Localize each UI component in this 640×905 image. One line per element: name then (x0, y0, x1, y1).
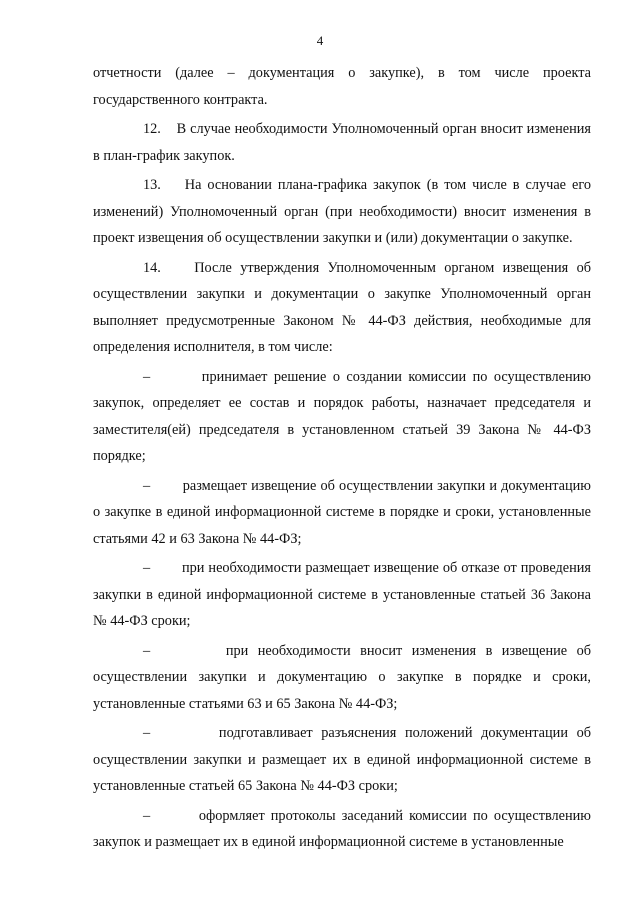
paragraph-item-13: 13. На основании плана-графика закупок (в том числе в случае его изменений) Уполномоченный орган (при необходимости) вносит изменения в проект извещения об осуществлении закупки и (или) документации о закупке. (93, 177, 591, 246)
page-number: 4 (316, 33, 324, 48)
list-item-protocols: – оформляет протоколы заседаний комиссии по осуществлению закупок и размещает их в единой информационной системе в установленные (93, 807, 591, 850)
list-item-amend-notice: – при необходимости вносит изменения в извещение об осуществлении закупки и документацию о закупке в порядке и сроки, установленные статьями 63 и 65 Закона № 44-ФЗ; (93, 642, 591, 712)
list-item-clarifications: – подготавливает разъяснения положений документации об осуществлении закупки и размещает их в единой информационной системе в установленные статьей 65 Закона № 44-ФЗ сроки; (93, 725, 591, 794)
list-item-cancel-notice: – при необходимости размещает извещение об отказе от проведения закупки в единой информационной системе в установленные статьей 36 Закона № 44-ФЗ сроки; (93, 560, 591, 629)
list-item-commission: – принимает решение о создании комиссии по осуществлению закупок, определяет ее состав и порядок работы, назначает председателя и заместителя(ей) председателя в установленном статьей 39 Закона № 44-ФЗ порядке; (93, 368, 591, 464)
document-body (93, 60, 591, 856)
paragraph-continuation: отчетности (далее – документация о закупке), в том числе проекта государственного контракта. (93, 65, 591, 108)
list-item-publish-notice: – размещает извещение об осуществлении закупки и документацию о закупке в единой информационной системе в порядке и сроки, установленные статьями 42 и 63 Закона № 44-ФЗ; (93, 477, 591, 547)
paragraph-item-14: 14. После утверждения Уполномоченным органом извещения об осуществлении закупки и документации о закупке Уполномоченный орган выполняет предусмотренные Законом № 44-ФЗ действия, необходимые для определения исполнителя, в том числе: (93, 259, 591, 355)
paragraph-item-12: 12. В случае необходимости Уполномоченный орган вносит изменения в план-график закупок. (93, 121, 591, 164)
